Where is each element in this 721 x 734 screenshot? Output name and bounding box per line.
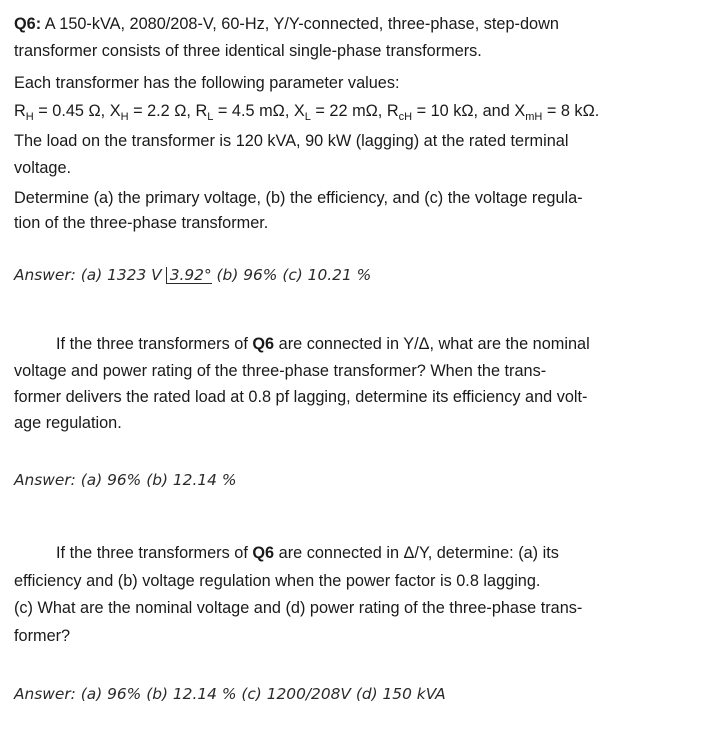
- q6-answer: Answer: (a) 1323 V 3.92° (b) 96% (c) 10.21 %: [14, 266, 372, 284]
- q6-line-8: tion of the three-phase transformer.: [14, 214, 269, 232]
- q3-line-4: former?: [14, 627, 71, 645]
- q2-ref: Q6: [252, 335, 275, 353]
- q6-label: Q6:: [14, 15, 42, 33]
- q6-line-1: [14, 14, 559, 34]
- q6-line-5: The load on the transformer is 120 kVA, 90 kW (lagging) at the rated terminal: [14, 132, 569, 150]
- q2-line-4: age regulation.: [14, 414, 122, 432]
- q6-line-3: Each transformer has the following parameter values:: [14, 74, 400, 92]
- q2-line-3: former delivers the rated load at 0.8 pf lagging, determine its efficiency and volt-: [14, 388, 588, 406]
- q3-line-2: efficiency and (b) voltage regulation when the power factor is 0.8 lagging.: [14, 572, 541, 590]
- q3-answer: Answer: (a) 96% (b) 12.14 % (c) 1200/208V (d) 150 kVA: [14, 685, 446, 703]
- param-rh: $R_H = 0.45$ Ω,: [14, 102, 110, 123]
- param-rl: $R_L = 4.5$ mΩ,: [195, 102, 294, 123]
- q3-line-1: If the three transformers of Q6 are connected in Δ/Y, determine: (a) its: [56, 544, 559, 562]
- q2-answer: Answer: (a) 96% (b) 12.14 %: [14, 471, 237, 489]
- q6-intro: A 150-kVA, 2080/208-V, 60-Hz, Y/Y-connected, three-phase, step-down: [41, 15, 559, 33]
- param-rch: $R_{cH} = 10$ kΩ, and: [386, 102, 515, 123]
- param-xh: $X_H = 2.2$ Ω,: [109, 102, 196, 123]
- q6-line-2: transformer consists of three identical single-phase transformers.: [14, 42, 482, 60]
- q6-parameters: [14, 101, 599, 123]
- q3-line-3: (c) What are the nominal voltage and (d) power rating of the three-phase trans-: [14, 599, 583, 617]
- param-xmh: $X_{mH} = 8$ kΩ.: [514, 102, 600, 123]
- q2-line-1: If the three transformers of Q6 are connected in Y/Δ, what are the nominal: [56, 335, 590, 353]
- q3-ref: Q6: [252, 544, 275, 562]
- param-xl: $X_L = 22$ mΩ,: [293, 102, 387, 123]
- angle-symbol: 3.92°: [166, 267, 212, 284]
- q2-line-2: voltage and power rating of the three-phase transformer? When the trans-: [14, 362, 547, 380]
- q6-line-7: Determine (a) the primary voltage, (b) the efficiency, and (c) the voltage regula-: [14, 189, 583, 207]
- q6-line-6: voltage.: [14, 159, 72, 177]
